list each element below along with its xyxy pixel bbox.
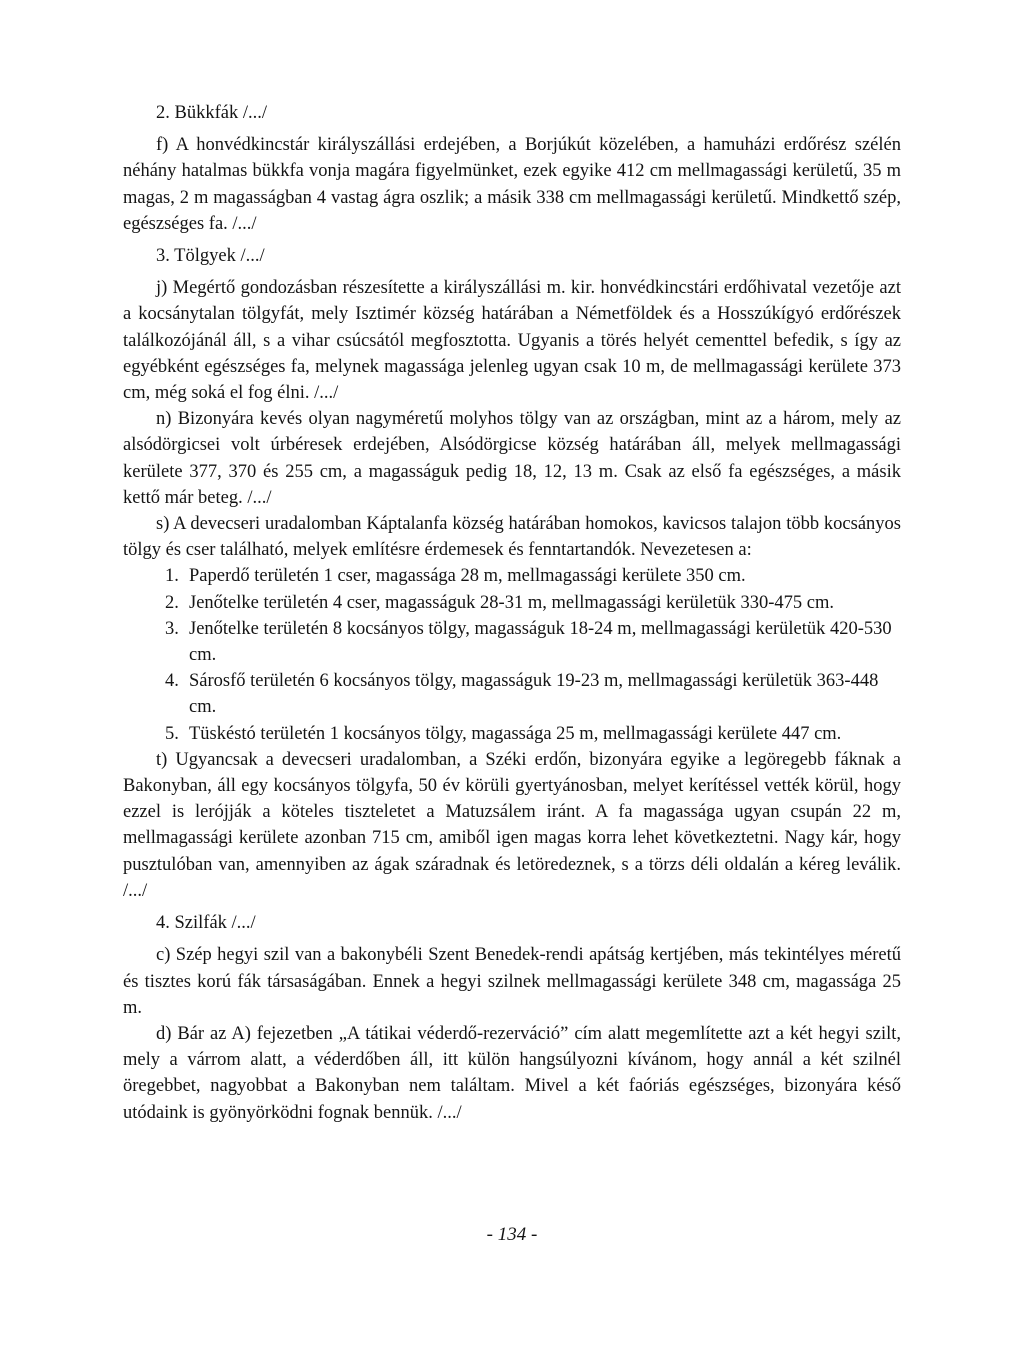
paragraph-j: j) Megértő gondozásban részesítette a királyszállási m. kir. honvédkincstári erdőhivatal vezetője azt a kocsánytalan tölgyfát, mely Isztimér község határában a Németföldek és a Hosszúkígyó erdőrészek találkozójánál áll, s a vihar csúcsától megfosztotta. Ugyanis a törés helyét cementtel befedik, s így az egyébként egészséges fa, melynek magassága jelenleg ugyan csak 10 m, de mellmagassági kerülete 373 cm, még soká el fog élni. /.../ [123,278,901,404]
page-number: - 134 - [486,1224,538,1245]
list-item-text: Jenőtelke területén 8 kocsányos tölgy, magasságuk 18-24 m, mellmagassági kerületük 420-530 cm. [189,618,892,666]
list-item-number: 3. [165,618,179,639]
paragraph-c: c) Szép hegyi szil van a bakonybéli Szent Benedek-rendi apátság kertjében, más tekintélyes méretű és tisztes korú fák társaságában. Ennek a hegyi szilnek mellmagassági kerülete 348 cm, magassága 25 m. [123,945,901,1018]
list-item-number: 5. [165,723,179,744]
paragraph-t: t) Ugyancsak a devecseri uradalomban, a Széki erdőn, bizonyára egyike a legöregebb fáknak a Bakonyban, áll egy kocsányos tölgyfa, 50 év körüli gyertyánosban, melyet kerítéssel vették körül, hogy ezzel is lerójják a köteles tiszteletet a Matuzsálem iránt. A fa magassága ugyan csupán 22 m, mellmagassági kerülete azonban 715 cm, amiből igen magas korra lehet következtetni. Nagy kár, hogy pusztulóban van, amennyiben az ágak száradnak és letöredeznek, s a törzs déli oldalán a kéreg leválik. /.../ [123,749,901,901]
list-item-text: Jenőtelke területén 4 cser, magasságuk 28-31 m, mellmagassági kerületük 330-475 cm. [189,592,835,613]
section-heading-szilfak: 4. Szilfák /.../ [156,913,256,934]
list-item [123,590,901,616]
section-heading-tolgyek: 3. Tölgyek /.../ [156,246,265,267]
list-item [123,563,901,589]
tree-list [123,563,901,746]
paragraph-f: f) A honvédkincstár királyszállási erdejében, a Borjúkút közelében, a hamuházi erdőrész szélén néhány hatalmas bükkfa vonja magára figyelmünket, ezek egyike 412 cm mellmagassági kerületű, 35 m magas, 2 m magasságban 4 vastag ágra oszlik; a másik 338 cm mellmagassági kerületű. Mindkettő szép, egészséges fa. /.../ [123,135,901,234]
list-item-number: 1. [165,566,179,587]
list-item-text: Paperdő területén 1 cser, magassága 28 m, mellmagassági kerülete 350 cm. [189,566,746,587]
list-item-number: 4. [165,671,179,692]
list-item-number: 2. [165,592,179,613]
paragraph-s: s) A devecseri uradalomban Káptalanfa község határában homokos, kavicsos talajon több kocsányos tölgy és cser található, melyek említésre érdemesek és fenntartandók. Nevezetesen a: [123,514,901,561]
list-item [123,616,901,668]
list-item [123,721,901,747]
list-item [123,668,901,720]
list-item-text: Tüskéstó területén 1 kocsányos tölgy, magassága 25 m, mellmagassági kerülete 447 cm. [189,723,842,744]
page-body [123,100,901,1126]
paragraph-d: d) Bár az A) fejezetben „A tátikai véderdő-rezerváció” cím alatt megemlítette azt a két hegyi szilt, mely a várrom alatt, a véderdőben áll, itt külön hangsúlyozni kívánom, hogy annál a két szilnél öregebbet, nagyobbat a Bakonyban nem találtam. Mivel a két faóriás egészséges, bizonyára késő utódaink is gyönyörködni fognak bennük. /.../ [123,1023,901,1123]
paragraph-n: n) Bizonyára kevés olyan nagyméretű molyhos tölgy van az országban, mint az a három, mely az alsódörgicsei volt úrbéresek erdejében, Alsódörgicse község határában áll, melyek mellmagassági kerülete 377, 370 és 255 cm, a magasságuk pedig 18, 12, 13 m. Csak az első fa egészséges, a másik kettő már beteg. /.../ [123,409,901,508]
list-item-text: Sárosfő területén 6 kocsányos tölgy, magasságuk 19-23 m, mellmagassági kerületük 363-448 cm. [189,671,879,718]
section-heading-bukkfak: 2. Bükkfák /.../ [156,103,267,123]
